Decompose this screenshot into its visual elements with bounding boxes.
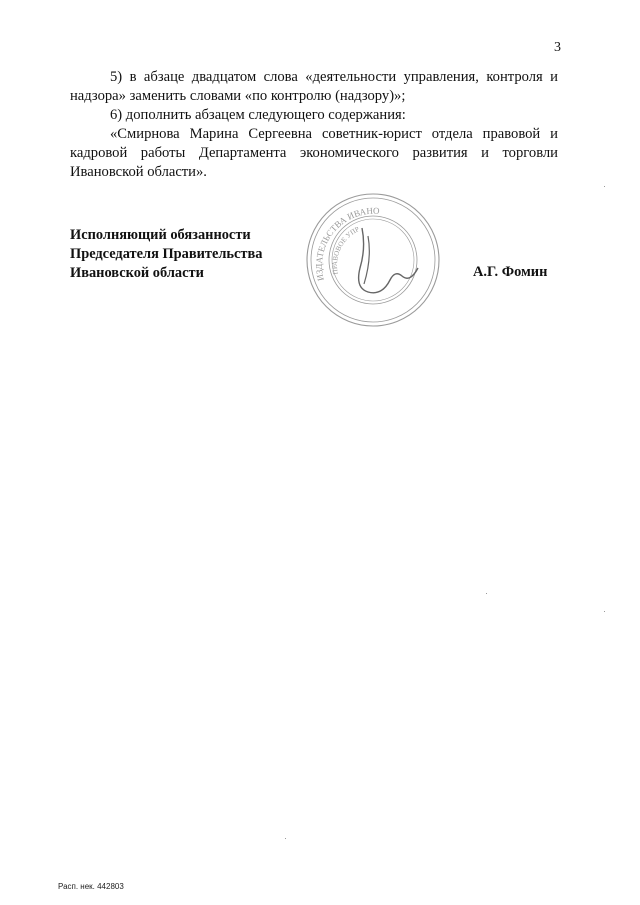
signatory-title-line: Ивановской области (70, 265, 204, 281)
scan-speck (604, 611, 605, 612)
page-number: 3 (554, 40, 561, 55)
paragraph-amendment-5: 5) в абзаце двадцатом слова «деятельности управления, контроля и надзора» заменить словами «по контролю (надзору)»; (70, 69, 558, 104)
scan-speck (604, 186, 605, 187)
document-body (70, 68, 558, 182)
scan-speck (285, 838, 286, 839)
scan-speck (486, 593, 487, 594)
official-seal-stamp (300, 188, 446, 330)
seal-inner-text: ПРАВОВОЕ УПР (330, 225, 361, 276)
signatory-title (70, 226, 262, 283)
signatory-name: А.Г. Фомин (473, 264, 548, 280)
seal-outer-text: ИЗДАТЕЛЬСТВА ИВАНО (313, 205, 380, 282)
svg-text:ИЗДАТЕЛЬСТВА ИВАНО (314, 206, 380, 282)
signatory-title-line: Исполняющий обязанности (70, 227, 251, 243)
paragraph-amendment-6: 6) дополнить абзацем следующего содержания: (110, 107, 406, 123)
signatory-title-line: Председателя Правительства (70, 246, 263, 262)
registration-number: Расп. нек. 442803 (58, 882, 124, 891)
paragraph-new-text: «Смирнова Марина Сергеевна советник-юрист отдела правовой и кадровой работы Департамента экономического развития и торговли Ивановской области». (70, 126, 558, 180)
